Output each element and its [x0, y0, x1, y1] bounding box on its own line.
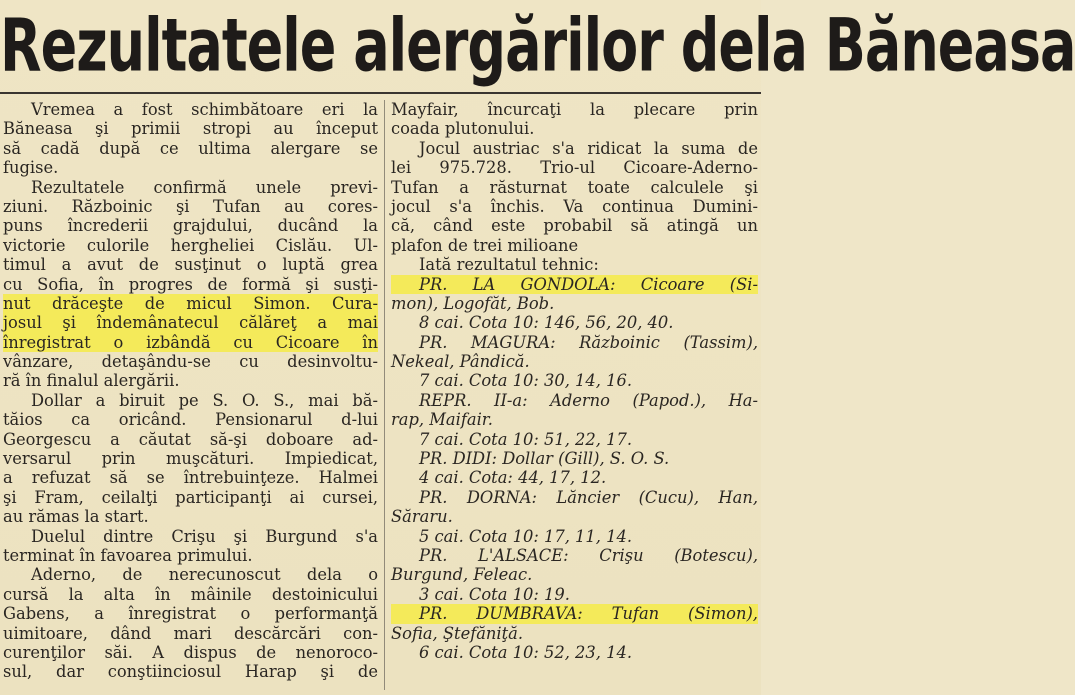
line-text: Rezultatele confirmă unele previ- [31, 177, 378, 197]
left-column-line [3, 391, 378, 410]
left-column-line [3, 662, 378, 681]
line-text: Iată rezultatul tehnic: [419, 255, 599, 275]
line-text: mon), Logofăt, Bob. [391, 293, 555, 313]
left-column-line [3, 585, 378, 604]
line-text: puns încrederii grajdului, ducând la [3, 216, 378, 236]
left-column-line [3, 527, 378, 546]
right-column-line [391, 216, 758, 235]
line-text: 4 cai. Cota: 44, 17, 12. [419, 468, 607, 488]
left-column-line [3, 216, 378, 235]
left-column-line [3, 604, 378, 623]
right-column-line [391, 100, 758, 119]
line-text: victorie culorile hergheliei Cislău. Ul- [3, 235, 378, 255]
line-text: Gabens, a înregistrat o performanţă [3, 604, 378, 624]
right-column-line [391, 275, 758, 294]
line-text: plafon de trei milioane [391, 235, 579, 255]
right-column-line [391, 139, 758, 158]
right-column-line [391, 197, 758, 216]
line-text: fugise. [3, 158, 59, 178]
right-column-line [391, 546, 758, 565]
line-text: şi Fram, ceilalţi participanţi ai cursei, [3, 487, 378, 507]
line-text: Săraru. [391, 507, 453, 527]
left-column-line [3, 507, 378, 526]
line-text: Nekeal, Pândică. [391, 352, 530, 372]
line-text: Georgescu a căutat să-şi doboare ad- [3, 429, 378, 449]
column-divider [384, 100, 385, 690]
right-column-line [391, 333, 758, 352]
line-text: Mayfair, încurcaţi la plecare prin [391, 100, 758, 119]
right-column-line [391, 391, 758, 410]
left-column-line [3, 430, 378, 449]
line-text: Tufan a răsturnat toate calculele şi [391, 177, 758, 197]
line-text: PR. L'ALSACE: Crişu (Botescu), [419, 545, 758, 565]
right-column-line [391, 449, 758, 468]
line-text: ră în finalul alergării. [3, 371, 180, 391]
right-column [391, 100, 758, 662]
left-column-line [3, 197, 378, 216]
line-text: 7 cai. Cota 10: 30, 14, 16. [419, 371, 633, 391]
line-text: 7 cai. Cota 10: 51, 22, 17. [419, 429, 633, 449]
right-column-line [391, 468, 758, 487]
left-column-line [3, 158, 378, 177]
line-text: Jocul austriac s'a ridicat la suma de [419, 138, 758, 158]
left-column-line [3, 352, 378, 371]
line-text: sul, dar conştiinciosul Harap şi de [3, 662, 378, 682]
right-column-line [391, 294, 758, 313]
right-column-line [391, 565, 758, 584]
right-column-line [391, 410, 758, 429]
left-column-line [3, 643, 378, 662]
line-text: că, când este probabil să atingă un [391, 216, 758, 236]
line-text: Burgund, Feleac. [391, 565, 533, 585]
right-column-line [391, 255, 758, 274]
line-text: vânzare, detaşându-se cu desinvoltu- [3, 352, 378, 372]
line-text: PR. LA GONDOLA: Cicoare (Si- [419, 274, 758, 294]
left-column-line [3, 371, 378, 390]
line-text: 5 cai. Cota 10: 17, 11, 14. [419, 526, 633, 546]
right-column-line [391, 371, 758, 390]
line-text: PR. MAGURA: Războinic (Tassim), [419, 332, 758, 352]
left-column-line [3, 178, 378, 197]
line-text: să cadă după ce ultima alergare se [3, 138, 378, 158]
left-column-line [3, 100, 378, 119]
right-column-line [391, 624, 758, 643]
line-text: versarul prin muşcături. Impiedicat, [3, 449, 378, 469]
line-text: Aderno, de nerecunoscut dela o [31, 565, 378, 585]
line-text: au rămas la start. [3, 507, 149, 527]
left-column-line [3, 255, 378, 274]
line-text: PR. DORNA: Lăncier (Cucu), Han, [419, 487, 758, 507]
line-text: uimitoare, dând mari descărcări con- [3, 623, 378, 643]
line-text: 8 cai. Cota 10: 146, 56, 20, 40. [419, 313, 674, 333]
line-text: Vremea a fost schimbătoare eri la [31, 100, 378, 119]
line-text: cu Sofia, în progres de formă şi susţi- [3, 274, 378, 294]
right-column-line [391, 352, 758, 371]
right-column-line [391, 643, 758, 662]
left-column-line [3, 410, 378, 429]
left-column-line [3, 294, 378, 313]
line-text: rap, Maifair. [391, 410, 493, 430]
left-column-line [3, 488, 378, 507]
line-text: cursă la alta în mâinile destoinicului [3, 584, 378, 604]
left-column-line [3, 624, 378, 643]
line-text: PR. DUMBRAVA: Tufan (Simon), [419, 604, 758, 624]
line-text: Duelul dintre Crişu şi Burgund s'a [31, 526, 378, 546]
line-text: Băneasa şi primii stropi au început [3, 119, 378, 139]
left-column-line [3, 139, 378, 158]
left-column-line [3, 236, 378, 255]
line-text: timul a avut de susţinut o luptă grea [3, 255, 378, 275]
left-column-line [3, 565, 378, 584]
line-text: terminat în favoarea primului. [3, 545, 253, 565]
left-column-line [3, 468, 378, 487]
right-column-line [391, 585, 758, 604]
headline: Rezultatele alergărilor dela Băneasa [0, 2, 1075, 88]
right-column-line [391, 604, 758, 623]
line-text: Sofia, Ştefăniţă. [391, 623, 524, 643]
line-text: curenţilor săi. A dispus de nenoroco- [3, 642, 378, 662]
left-column-line [3, 119, 378, 138]
left-column-line [3, 449, 378, 468]
headline-rule [0, 92, 761, 94]
line-text: Dollar a biruit pe S. O. S., mai bă- [31, 390, 378, 410]
line-text: tăios ca oricând. Pensionarul d-lui [3, 410, 378, 430]
right-column-line [391, 488, 758, 507]
line-text: josul şi îndemânatecul călăreţ a mai [3, 313, 378, 333]
right-column-line [391, 119, 758, 138]
right-column-line [391, 527, 758, 546]
line-text: 6 cai. Cota 10: 52, 23, 14. [419, 642, 633, 662]
line-text: jocul s'a închis. Va continua Dumini- [391, 196, 758, 216]
left-column [3, 100, 378, 682]
line-text: nut drăceşte de micul Simon. Cura- [3, 293, 378, 313]
right-column-line [391, 236, 758, 255]
right-column-line [391, 313, 758, 332]
line-text: ziuni. Războinic şi Tufan au cores- [3, 196, 378, 216]
left-column-line [3, 313, 378, 332]
left-column-line [3, 546, 378, 565]
right-column-line [391, 158, 758, 177]
line-text: lei 975.728. Trio-ul Cicoare-Aderno- [391, 158, 758, 178]
right-column-line [391, 507, 758, 526]
left-column-line [3, 275, 378, 294]
line-text: REPR. II-a: Aderno (Papod.), Ha- [419, 390, 758, 410]
right-column-line [391, 178, 758, 197]
line-text: a refuzat să se întrebuinţeze. Halmei [3, 468, 378, 488]
left-column-line [3, 333, 378, 352]
line-text: înregistrat o izbândă cu Cicoare în [3, 332, 378, 352]
line-text: coada plutonului. [391, 119, 535, 139]
line-text: 3 cai. Cota 10: 19. [419, 584, 570, 604]
line-text: PR. DIDI: Dollar (Gill), S. O. S. [419, 449, 670, 469]
right-column-line [391, 430, 758, 449]
